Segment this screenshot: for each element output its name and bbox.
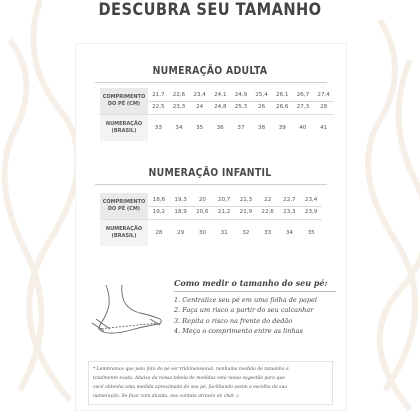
adult-length-label-line1: COMPRIMENTO bbox=[102, 94, 146, 100]
kids-size-number: 28 bbox=[148, 220, 170, 247]
adult-size-number: 39 bbox=[272, 115, 293, 142]
adult-length-to: 26 bbox=[258, 103, 266, 110]
adult-section-rule bbox=[95, 82, 327, 83]
adult-size-number: 33 bbox=[148, 115, 169, 142]
kids-length-to: 21,9 bbox=[239, 208, 253, 215]
kids-length-cell bbox=[235, 193, 257, 220]
kids-length-from: 21,3 bbox=[235, 195, 257, 207]
adult-number-row bbox=[100, 115, 334, 142]
adult-length-to: 27,3 bbox=[296, 103, 310, 110]
kids-section-rule bbox=[95, 184, 327, 185]
step-1: 1. Centralize seu pé em uma folha de papel bbox=[174, 296, 317, 304]
kids-number-row bbox=[100, 220, 322, 247]
adult-length-label bbox=[100, 88, 148, 115]
kids-length-to: 19,2 bbox=[152, 208, 166, 215]
adult-number-label bbox=[100, 115, 148, 142]
kids-length-row bbox=[100, 193, 322, 220]
kids-number-label bbox=[100, 220, 148, 247]
adult-length-to: 28 bbox=[320, 103, 328, 110]
adult-length-to: 22,5 bbox=[152, 103, 165, 110]
adult-length-from: 26,7 bbox=[293, 90, 314, 102]
how-to-measure-rule bbox=[174, 291, 336, 292]
step-4: 4. Meça o comprimento entre as linhas bbox=[174, 326, 303, 335]
kids-length-cell bbox=[213, 193, 235, 220]
kids-length-from: 19,3 bbox=[170, 195, 192, 207]
adult-length-cell bbox=[169, 88, 190, 115]
kids-length-to: 22,6 bbox=[261, 208, 274, 215]
kids-length-cell bbox=[257, 193, 279, 220]
kids-length-from: 22 bbox=[257, 195, 279, 207]
adult-size-number: 35 bbox=[189, 115, 210, 142]
note-line-2: totalmente exata. Abaixo da nossa tabela de medidas está nossa sugestão para que bbox=[93, 376, 285, 381]
adult-section-title: NUMERAÇÃO ADULTA bbox=[152, 64, 268, 77]
kids-length-cell bbox=[279, 193, 301, 220]
kids-length-to: 23,9 bbox=[304, 208, 318, 215]
adult-number-label-line2: (BRASIL) bbox=[111, 128, 137, 134]
kids-number-label-line1: NUMERAÇÃO bbox=[105, 226, 143, 232]
kids-length-cell bbox=[170, 193, 192, 220]
adult-length-cell bbox=[251, 88, 272, 115]
kids-length-label-line1: COMPRIMENTO bbox=[102, 199, 146, 205]
adult-length-from: 21,7 bbox=[148, 90, 169, 102]
adult-length-to: 23,3 bbox=[172, 103, 186, 110]
adult-length-cell bbox=[313, 88, 334, 115]
kids-section-title: NUMERAÇÃO INFANTIL bbox=[148, 166, 272, 179]
note-line-3: você obtenha uma medida aproximada do seu pé, facilitando assim a escolha da sua bbox=[93, 385, 288, 390]
kids-length-cell bbox=[148, 193, 170, 220]
adult-length-from: 22,6 bbox=[169, 90, 190, 102]
adult-length-cell bbox=[148, 88, 169, 115]
adult-length-label-line2: DO PÉ (CM) bbox=[107, 101, 141, 107]
kids-length-to: 23,3 bbox=[283, 208, 296, 215]
kids-length-to: 21,2 bbox=[217, 208, 231, 215]
kids-length-from: 22,7 bbox=[279, 195, 301, 207]
kids-size-number: 33 bbox=[257, 220, 279, 247]
kids-size-number: 35 bbox=[300, 220, 322, 247]
step-3: 3. Repita o risco na frente do dedão bbox=[174, 316, 293, 325]
kids-number-label-line2: (BRASIL) bbox=[111, 233, 137, 239]
adult-size-number: 34 bbox=[169, 115, 190, 142]
adult-length-cell bbox=[272, 88, 293, 115]
kids-size-number: 31 bbox=[213, 220, 235, 247]
disclaimer-note bbox=[88, 361, 333, 405]
kids-length-from: 20,7 bbox=[213, 195, 235, 207]
kids-length-from: 20 bbox=[192, 195, 214, 207]
kids-length-to: 18,9 bbox=[174, 208, 187, 215]
adult-length-cell bbox=[293, 88, 314, 115]
adult-length-to: 24 bbox=[196, 103, 204, 110]
kids-size-number: 29 bbox=[170, 220, 192, 247]
adult-length-cell bbox=[210, 88, 231, 115]
adult-length-cell bbox=[189, 88, 210, 115]
kids-length-cell bbox=[300, 193, 322, 220]
adult-length-from: 27,4 bbox=[313, 90, 334, 102]
adult-size-number: 37 bbox=[231, 115, 252, 142]
kids-length-label-line2: DO PÉ (CM) bbox=[107, 206, 141, 212]
adult-length-from: 23,4 bbox=[189, 90, 210, 102]
adult-length-row bbox=[100, 88, 334, 115]
adult-length-from: 24,9 bbox=[231, 90, 252, 102]
adult-size-table bbox=[100, 88, 334, 141]
note-line-1: * Lembramos que pelo fato do pé ser tridimensional, nenhuma medida de tamanho é bbox=[93, 367, 289, 372]
adult-length-cell bbox=[231, 88, 252, 115]
kids-length-label bbox=[100, 193, 148, 220]
kids-size-number: 30 bbox=[192, 220, 214, 247]
page-title: DESCUBRA SEU TAMANHO bbox=[98, 0, 322, 20]
how-to-measure-title: Como medir o tamanho do seu pé: bbox=[174, 278, 328, 288]
adult-size-number: 40 bbox=[293, 115, 314, 142]
step-2: 2. Faça um risco a partir do seu calcanhar bbox=[174, 306, 314, 315]
adult-length-from: 25,4 bbox=[251, 90, 272, 102]
adult-number-label-line1: NUMERAÇÃO bbox=[105, 121, 143, 127]
kids-size-number: 32 bbox=[235, 220, 257, 247]
foot-measure-illustration bbox=[88, 279, 168, 337]
kids-length-from: 23,4 bbox=[300, 195, 322, 207]
kids-size-table bbox=[100, 193, 322, 246]
kids-size-number: 34 bbox=[279, 220, 301, 247]
note-line-4: numeração. Se ficar com dúvida, nos contate através do chat ;) bbox=[93, 394, 239, 399]
adult-size-number: 36 bbox=[210, 115, 231, 142]
adult-length-from: 26,1 bbox=[272, 90, 293, 102]
adult-length-to: 25,3 bbox=[234, 103, 248, 110]
adult-length-to: 26,6 bbox=[276, 103, 289, 110]
adult-size-number: 41 bbox=[313, 115, 334, 142]
adult-size-number: 38 bbox=[251, 115, 272, 142]
adult-length-from: 24,1 bbox=[210, 90, 231, 102]
kids-length-to: 20,6 bbox=[196, 208, 209, 215]
kids-length-from: 18,6 bbox=[148, 195, 170, 207]
kids-length-cell bbox=[192, 193, 214, 220]
how-to-measure-steps bbox=[174, 295, 344, 336]
adult-length-to: 24,8 bbox=[214, 103, 227, 110]
